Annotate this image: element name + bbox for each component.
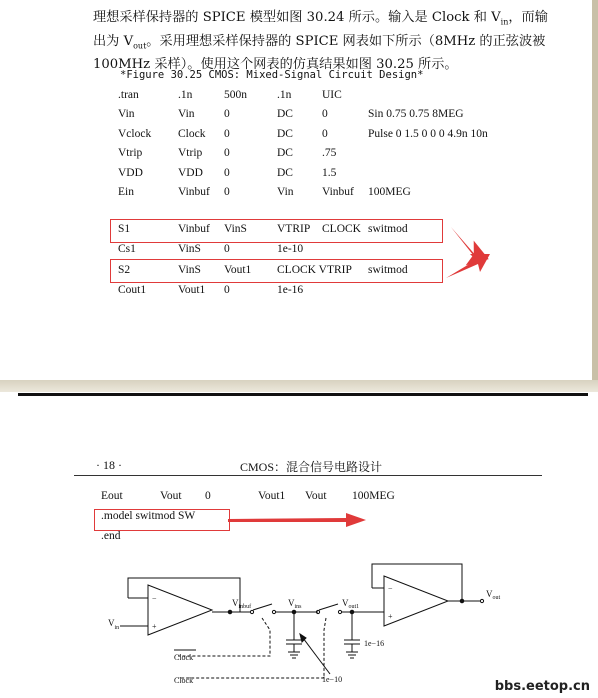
netlist-cell: Vinbuf	[322, 186, 354, 198]
netlist-line	[0, 108, 590, 126]
netlist-cell: VinS	[224, 223, 247, 235]
highlight-box-model	[94, 509, 230, 531]
netlist-cell: VinS	[178, 243, 201, 256]
netlist-cell: Cs1	[118, 243, 136, 256]
paragraph-text: 出为 V	[93, 33, 134, 49]
switch1-contact	[272, 610, 275, 613]
netlist-cell: Clock	[178, 127, 206, 140]
label-clock-bar: Clock	[174, 653, 194, 662]
netlist-cell: Sin 0.75 0.75 8MEG	[368, 108, 464, 121]
netlist-caption: *Figure 30.25 CMOS: Mixed-Signal Circuit Design*	[120, 69, 424, 81]
label-vins: $V_{ins}$	[288, 598, 302, 610]
netlist-cell: 0	[205, 490, 211, 502]
netlist-cell: Ein	[118, 186, 134, 198]
netlist-cell: switmod	[368, 223, 408, 235]
switch2-contact	[338, 610, 341, 613]
label-clock: Clock	[174, 676, 194, 685]
netlist-cell: .end	[101, 530, 121, 542]
netlist-cell: Vout1	[178, 283, 206, 296]
netlist-cell: 0	[224, 166, 230, 179]
paragraph-line-2	[93, 32, 553, 56]
label-vout1: $V_{out1}$	[342, 598, 360, 610]
netlist-cell: .75	[322, 147, 337, 160]
page-gap	[0, 380, 598, 392]
paragraph-text: ，而输	[508, 10, 548, 25]
netlist-cell: Eout	[101, 490, 123, 502]
header-rule	[74, 475, 542, 476]
switch1-blade	[253, 604, 272, 610]
netlist-cell: 0	[224, 127, 230, 140]
junction-dot	[460, 599, 464, 603]
netlist-cell: Vinbuf	[178, 223, 210, 235]
highlight-box-s2	[110, 259, 443, 283]
opamp1-minus: −	[152, 594, 157, 603]
opamp-2	[384, 576, 448, 626]
label-cap1: 1e−10	[322, 675, 343, 684]
netlist-cell: VinS	[178, 263, 201, 276]
netlist-cell: Vout1	[224, 263, 252, 276]
paragraph-line-3: 100MHz 采样）。使用这个网表的仿真结果如图 30.25 所示。	[93, 57, 458, 73]
netlist-line	[0, 89, 590, 107]
netlist-cell: 0	[224, 108, 230, 121]
red-arrow-right-icon	[228, 512, 368, 528]
opamp2-plus: +	[388, 612, 393, 621]
netlist-cell: Vclock	[118, 127, 152, 140]
opamp-1	[148, 585, 212, 635]
netlist-cell: Vout	[160, 490, 182, 502]
netlist-cell: S2	[118, 263, 131, 276]
netlist-cell: VDD	[178, 166, 203, 179]
netlist-cell: 1e-16	[277, 283, 304, 296]
netlist-cell: VTRIP	[277, 223, 311, 235]
junction-dot	[228, 610, 232, 614]
label-vout: $V_{out}$	[486, 589, 501, 601]
netlist-cell: DC	[277, 166, 293, 179]
opamp2-minus: −	[388, 584, 393, 593]
netlist-line	[0, 186, 590, 204]
netlist-line	[0, 128, 590, 146]
netlist-cell: DC	[277, 108, 293, 121]
page-number: · 18 ·	[96, 458, 122, 472]
netlist-cell: VDD	[118, 166, 143, 179]
netlist-cell: Vtrip	[178, 147, 203, 160]
netlist-cell: UIC	[322, 89, 342, 101]
highlight-box-s1	[110, 219, 443, 243]
label-cap2: 1e−16	[364, 639, 385, 648]
netlist-cell: CLOCK VTRIP	[277, 263, 352, 276]
netlist-cell: S1	[118, 223, 131, 235]
netlist-cell: Vin	[118, 108, 135, 121]
netlist-cell: 0	[322, 108, 328, 121]
netlist-cell: Vout1	[258, 490, 286, 502]
red-arrow-icon	[440, 222, 500, 284]
intro-paragraph	[93, 8, 553, 74]
netlist-cell: DC	[277, 147, 293, 160]
netlist-cell: 1.5	[322, 166, 337, 179]
netlist-cell: 100MEG	[368, 186, 411, 198]
switch1-contact	[250, 610, 253, 613]
sample-hold-circuit	[0, 560, 598, 698]
output-terminal	[480, 599, 483, 602]
netlist-cell: switmod	[368, 263, 408, 276]
netlist-cell: Vin	[178, 108, 195, 121]
netlist-line	[0, 530, 590, 548]
watermark: bbs.eetop.cn	[494, 679, 590, 694]
paragraph-text: 。采用理想采样保持器的 SPICE 网表如下所示（8MHz 的正弦波被	[146, 33, 546, 49]
netlist-line	[0, 284, 590, 302]
subscript: in	[500, 17, 509, 27]
capacitor-1	[286, 612, 302, 658]
netlist-cell: 0	[224, 186, 230, 198]
netlist-cell: 0	[224, 283, 230, 296]
netlist-cell: DC	[277, 127, 293, 140]
netlist-cell: 500n	[224, 89, 247, 101]
netlist-line	[0, 490, 590, 508]
label-vinbuf: $V_{inbuf}$	[232, 598, 252, 610]
netlist-cell: 1e-10	[277, 243, 304, 256]
netlist-cell: 0	[224, 147, 230, 160]
netlist-cell: 0	[224, 243, 230, 256]
subscript: out	[133, 41, 147, 51]
netlist-cell: Vinbuf	[178, 186, 210, 198]
netlist-cell: .1n	[178, 89, 193, 101]
paragraph-text: 理想采样保持器的 SPICE 模型如图 30.24 所示。输入是 Clock 和 V	[93, 10, 501, 25]
feedback-wire-1	[128, 578, 240, 612]
switch2-blade	[319, 604, 338, 610]
netlist-cell: Vin	[277, 186, 294, 198]
netlist-line	[0, 147, 590, 165]
opamp1-plus: +	[152, 622, 157, 631]
netlist-cell: .model switmod SW	[101, 510, 196, 522]
netlist-cell: Pulse 0 1.5 0 0 0 4.9n 10n	[368, 127, 488, 140]
paragraph-line-1	[93, 8, 553, 32]
netlist-cell: .tran	[118, 89, 139, 101]
running-title: CMOS：混合信号电路设计	[240, 460, 383, 474]
netlist-cell: Vtrip	[118, 147, 143, 160]
netlist-cell: CLOCK	[322, 223, 361, 235]
netlist-line	[0, 167, 590, 185]
netlist-cell: Vout	[305, 490, 327, 502]
netlist-cell: .1n	[277, 89, 292, 101]
capacitor-2	[344, 612, 360, 658]
clock-control	[178, 618, 326, 678]
label-vin: $V_{in}$	[108, 618, 120, 631]
feedback-wire-2	[372, 564, 462, 601]
netlist-cell: Cout1	[118, 283, 147, 296]
netlist-cell: 100MEG	[352, 490, 395, 502]
netlist-cell: 0	[322, 127, 328, 140]
